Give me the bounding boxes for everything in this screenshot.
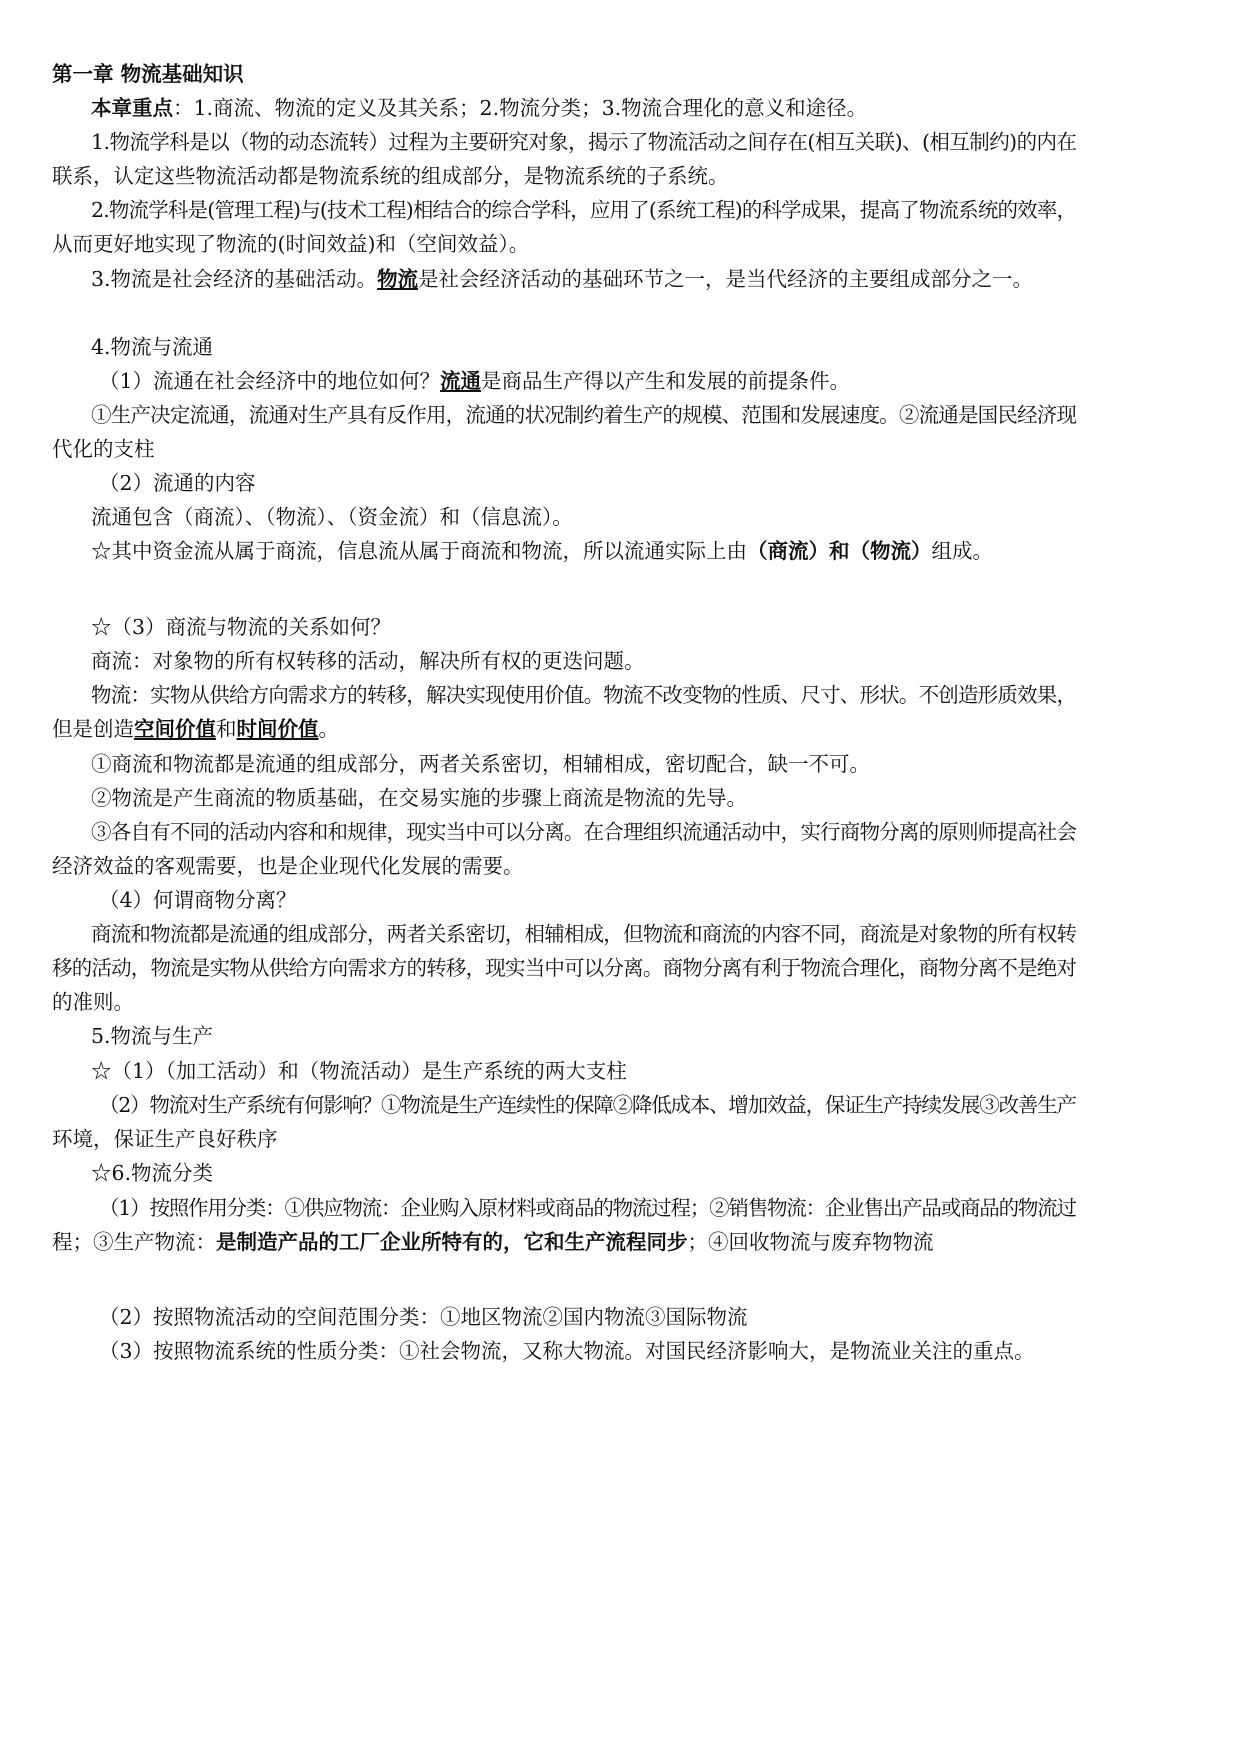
underlined-term: 空间价值 xyxy=(134,717,216,741)
text-run: （2）物流对生产系统有何影响？①物流是生产连续性的保障②降低成本、增加效益，保证生产持续发展③改善生产 xyxy=(99,1093,1076,1117)
text-run: 从而更好地实现了物流的(时间效益)和（空间效益）。 xyxy=(52,232,530,256)
text-line xyxy=(52,955,1076,981)
text-line xyxy=(99,887,297,913)
text-run: 5.物流与生产 xyxy=(91,1024,214,1048)
underlined-term: 时间价值 xyxy=(236,717,319,741)
text-line xyxy=(91,1058,627,1084)
text-run: ③各自有不同的活动内容和和规律，现实当中可以分离。在合理组织流通活动中，实行商物分离的原则师提高社会 xyxy=(91,820,1077,844)
text-run: （4）何谓商物分离？ xyxy=(99,888,297,912)
bold-text: 第一章 物流基础知识 xyxy=(52,62,244,86)
bold-text: 本章重点 xyxy=(91,96,173,120)
text-line xyxy=(91,785,747,811)
text-line xyxy=(91,1160,213,1186)
text-run: 2.物流学科是(管理工程)与(技术工程)相结合的综合学科，应用了(系统工程)的科学成果，提高了物流系统的效率， xyxy=(91,198,1077,222)
text-run: 4.物流与流通 xyxy=(91,335,214,359)
text-line xyxy=(91,538,993,564)
text-run: （1）流通在社会经济中的地位如何？ xyxy=(99,369,441,393)
text-line xyxy=(99,1092,1076,1118)
text-run: 。 xyxy=(318,717,339,741)
text-run: 程；③生产物流： xyxy=(52,1230,216,1254)
text-line xyxy=(91,95,867,121)
text-run: （3）按照物流系统的性质分类：①社会物流，又称大物流。对国民经济影响大，是物流业关注的重点。 xyxy=(99,1339,1035,1363)
chapter-title xyxy=(52,61,244,87)
text-run: ；④回收物流与废弃物物流 xyxy=(687,1230,934,1254)
text-line xyxy=(91,682,1076,708)
text-line xyxy=(91,197,1076,223)
text-run: 但是创造 xyxy=(52,717,134,741)
bold-text: （商流）和（物流） xyxy=(747,539,932,563)
text-run: 联系，认定这些物流活动都是物流系统的组成部分，是物流系统的子系统。 xyxy=(52,164,729,188)
text-run: （2）按照物流活动的空间范围分类：①地区物流②国内物流③国际物流 xyxy=(99,1305,748,1329)
text-line xyxy=(91,921,1076,947)
text-run: （2）流通的内容 xyxy=(99,471,256,495)
text-run: ：1.商流、物流的定义及其关系；2.物流分类；3.物流合理化的意义和途径。 xyxy=(173,96,868,120)
underlined-term: 物流 xyxy=(377,267,419,291)
text-line xyxy=(52,989,134,1015)
text-line xyxy=(52,1126,278,1152)
text-line xyxy=(91,266,1033,292)
text-run: 商流和物流都是流通的组成部分，两者关系密切，相辅相成，但物流和商流的内容不同，商流是对象物的所有权转 xyxy=(91,922,1077,946)
text-run: 组成。 xyxy=(931,539,993,563)
text-run: 流通包含（商流）、（物流）、（资金流）和（信息流）。 xyxy=(91,505,573,529)
text-line xyxy=(91,819,1076,845)
text-line xyxy=(52,716,339,742)
text-run: ☆其中资金流从属于商流，信息流从属于商流和物流，所以流通实际上由 xyxy=(91,539,747,563)
text-line xyxy=(52,853,524,879)
text-run: 代化的支柱 xyxy=(52,437,155,461)
text-line xyxy=(52,1229,934,1255)
text-line xyxy=(52,436,155,462)
text-line xyxy=(99,1338,1035,1364)
text-line xyxy=(99,1195,1076,1221)
text-line xyxy=(52,231,529,257)
text-run: ①生产决定流通，流通对生产具有反作用，流通的状况制约着生产的规模、范围和发展速度。②流通是国民经济现 xyxy=(91,403,1077,427)
text-run: 是社会经济活动的基础环节之一，是当代经济的主要组成部分之一。 xyxy=(418,267,1034,291)
text-run: 经济效益的客观需要，也是企业现代化发展的需要。 xyxy=(52,854,524,878)
text-line xyxy=(99,470,256,496)
bold-text: 是制造产品的工厂企业所特有的，它和生产流程同步 xyxy=(216,1230,688,1254)
text-run: ☆6.物流分类 xyxy=(91,1161,214,1185)
underlined-term: 流通 xyxy=(440,369,482,393)
text-line xyxy=(91,648,645,674)
text-line xyxy=(99,368,850,394)
text-run: 环境，保证生产良好秩序 xyxy=(52,1127,278,1151)
text-run: 和 xyxy=(216,717,237,741)
text-line xyxy=(91,614,391,640)
text-run: 移的活动，物流是实物从供给方向需求方的转移，现实当中可以分离。商物分离有利于物流合理化，商物分离不是绝对 xyxy=(52,956,1077,980)
text-line xyxy=(91,751,870,777)
text-run: 物流：实物从供给方向需求方的转移，解决实现使用价值。物流不改变物的性质、尺寸、形状。不创造形质效果， xyxy=(91,683,1077,707)
text-run: ①商流和物流都是流通的组成部分，两者关系密切，相辅相成，密切配合，缺一不可。 xyxy=(91,752,870,776)
text-line xyxy=(91,334,213,360)
text-run: 商流：对象物的所有权转移的活动，解决所有权的更迭问题。 xyxy=(91,649,645,673)
text-run: 是商品生产得以产生和发展的前提条件。 xyxy=(481,369,851,393)
text-line xyxy=(52,163,729,189)
text-run: ②物流是产生商流的物质基础，在交易实施的步骤上商流是物流的先导。 xyxy=(91,786,747,810)
text-line xyxy=(91,504,573,530)
text-line xyxy=(99,1304,748,1330)
text-run: （1）按照作用分类：①供应物流：企业购入原材料或商品的物流过程；②销售物流：企业售出产品或商品的物流过 xyxy=(99,1196,1076,1220)
text-run: 3.物流是社会经济的基础活动。 xyxy=(91,267,378,291)
text-run: 的准则。 xyxy=(52,990,134,1014)
text-line xyxy=(91,402,1076,428)
text-run: 1.物流学科是以（物的动态流转）过程为主要研究对象，揭示了物流活动之间存在(相互关联)、(相互制约)的内在 xyxy=(91,130,1077,154)
text-line xyxy=(91,129,1076,155)
text-run: ☆（1）（加工活动）和（物流活动）是生产系统的两大支柱 xyxy=(91,1059,627,1083)
text-line xyxy=(91,1023,213,1049)
text-run: ☆（3）商流与物流的关系如何？ xyxy=(91,615,392,639)
